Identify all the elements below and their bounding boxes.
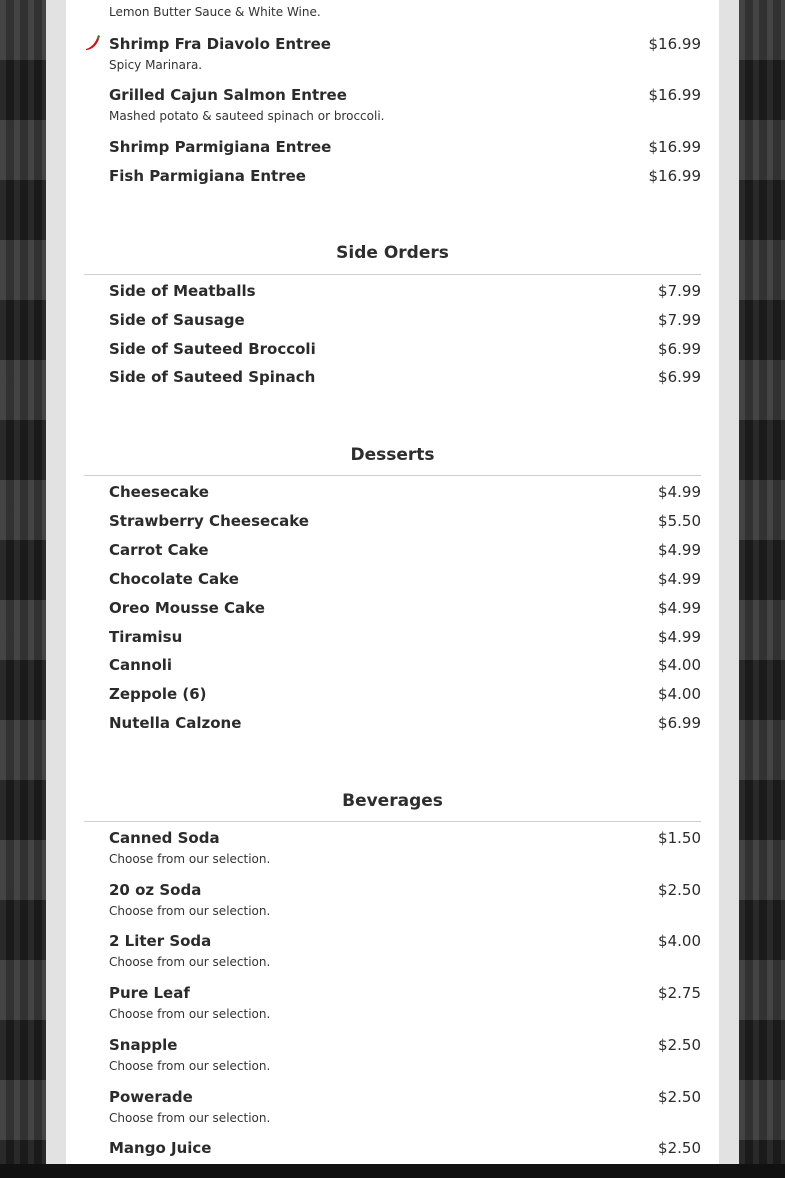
menu-item-price: $4.99 bbox=[658, 541, 701, 559]
section-title: Side Orders bbox=[336, 243, 449, 263]
menu-item[interactable] bbox=[109, 5, 701, 19]
menu-page bbox=[66, 0, 719, 1164]
menu-item-price: $4.00 bbox=[658, 685, 701, 703]
menu-item-name: Chocolate Cake bbox=[109, 570, 239, 588]
menu-item-name: Cheesecake bbox=[109, 483, 209, 501]
menu-item-description: Mashed potato & sauteed spinach or broccoli. bbox=[109, 109, 385, 123]
menu-item-price: $16.99 bbox=[648, 86, 701, 104]
menu-item-name: Grilled Cajun Salmon Entree bbox=[109, 86, 347, 104]
menu-item-name: Strawberry Cheesecake bbox=[109, 512, 309, 530]
menu-item-description: Choose from our selection. bbox=[109, 904, 271, 918]
section-divider bbox=[84, 475, 701, 476]
menu-item-price: $6.99 bbox=[658, 714, 701, 732]
menu-item[interactable] bbox=[109, 628, 701, 646]
section-title: Beverages bbox=[342, 791, 443, 811]
menu-item-name: Shrimp Parmigiana Entree bbox=[109, 138, 332, 156]
menu-item-name: Pure Leaf bbox=[109, 984, 190, 1002]
menu-item-price: $4.99 bbox=[658, 628, 701, 646]
menu-item-name: 2 Liter Soda bbox=[109, 932, 212, 950]
menu-item[interactable] bbox=[109, 570, 701, 588]
menu-item-description: Choose from our selection. bbox=[109, 1111, 271, 1125]
menu-item-price: $2.50 bbox=[658, 1139, 701, 1157]
menu-item-price: $7.99 bbox=[658, 282, 701, 300]
menu-item[interactable] bbox=[109, 984, 701, 1021]
menu-item[interactable] bbox=[109, 829, 701, 866]
menu-item[interactable] bbox=[109, 368, 701, 386]
chili-pepper-icon bbox=[83, 34, 101, 52]
menu-item-price: $4.00 bbox=[658, 656, 701, 674]
menu-item[interactable] bbox=[109, 685, 701, 703]
menu-item[interactable] bbox=[109, 35, 701, 72]
menu-item-price: $2.50 bbox=[658, 881, 701, 899]
menu-item-name: Canned Soda bbox=[109, 829, 220, 847]
menu-item[interactable] bbox=[109, 599, 701, 617]
menu-item-price: $6.99 bbox=[658, 368, 701, 386]
menu-item-price: $5.50 bbox=[658, 512, 701, 530]
menu-item[interactable] bbox=[109, 167, 701, 185]
menu-item-name: Side of Meatballs bbox=[109, 282, 256, 300]
menu-item[interactable] bbox=[109, 541, 701, 559]
menu-item-price: $4.00 bbox=[658, 932, 701, 950]
menu-item-price: $4.99 bbox=[658, 483, 701, 501]
menu-item[interactable] bbox=[109, 1036, 701, 1073]
menu-item[interactable] bbox=[109, 86, 701, 123]
background-right bbox=[739, 0, 785, 1164]
menu-item-price: $16.99 bbox=[648, 138, 701, 156]
section-divider bbox=[84, 821, 701, 822]
menu-item-price: $7.99 bbox=[658, 311, 701, 329]
menu-item[interactable] bbox=[109, 512, 701, 530]
menu-item-description: Lemon Butter Sauce & White Wine. bbox=[109, 5, 321, 19]
menu-item[interactable] bbox=[109, 932, 701, 969]
menu-item-name: Zeppole (6) bbox=[109, 685, 207, 703]
menu-item-description: Spicy Marinara. bbox=[109, 58, 203, 72]
menu-item-name: Tiramisu bbox=[109, 628, 183, 646]
menu-item-name: Carrot Cake bbox=[109, 541, 209, 559]
section-divider bbox=[84, 274, 701, 275]
menu-item-name: Fish Parmigiana Entree bbox=[109, 167, 306, 185]
menu-item[interactable] bbox=[109, 1139, 701, 1157]
menu-item-description: Choose from our selection. bbox=[109, 1007, 271, 1021]
menu-item-name: Mango Juice bbox=[109, 1139, 212, 1157]
menu-item-price: $4.99 bbox=[658, 570, 701, 588]
menu-item-description: Choose from our selection. bbox=[109, 1059, 271, 1073]
menu-item-price: $2.50 bbox=[658, 1036, 701, 1054]
menu-item[interactable] bbox=[109, 282, 701, 300]
menu-item-name: Shrimp Fra Diavolo Entree bbox=[109, 35, 331, 53]
page-gutter-left bbox=[46, 0, 66, 1164]
menu-item-name: Nutella Calzone bbox=[109, 714, 242, 732]
menu-item-name: Side of Sausage bbox=[109, 311, 245, 329]
menu-item-name: Powerade bbox=[109, 1088, 193, 1106]
menu-item-price: $6.99 bbox=[658, 340, 701, 358]
menu-item-price: $1.50 bbox=[658, 829, 701, 847]
section-title: Desserts bbox=[350, 445, 435, 465]
menu-item[interactable] bbox=[109, 483, 701, 501]
bottom-bar bbox=[0, 1164, 785, 1178]
menu-item-price: $16.99 bbox=[648, 167, 701, 185]
menu-item-price: $4.99 bbox=[658, 599, 701, 617]
menu-item-name: Cannoli bbox=[109, 656, 173, 674]
menu-item[interactable] bbox=[109, 340, 701, 358]
menu-item-price: $16.99 bbox=[648, 35, 701, 53]
menu-item[interactable] bbox=[109, 311, 701, 329]
background-left bbox=[0, 0, 46, 1164]
menu-item-name: 20 oz Soda bbox=[109, 881, 202, 899]
menu-item[interactable] bbox=[109, 714, 701, 732]
menu-item-name: Snapple bbox=[109, 1036, 178, 1054]
menu-item[interactable] bbox=[109, 1088, 701, 1125]
page-gutter-right bbox=[719, 0, 739, 1164]
menu-item-price: $2.75 bbox=[658, 984, 701, 1002]
menu-item-description: Choose from our selection. bbox=[109, 852, 271, 866]
menu-item[interactable] bbox=[109, 881, 701, 918]
menu-item-price: $2.50 bbox=[658, 1088, 701, 1106]
menu-item-name: Side of Sauteed Spinach bbox=[109, 368, 316, 386]
menu-item[interactable] bbox=[109, 656, 701, 674]
menu-item-name: Side of Sauteed Broccoli bbox=[109, 340, 316, 358]
menu-item-name: Oreo Mousse Cake bbox=[109, 599, 265, 617]
menu-item[interactable] bbox=[109, 138, 701, 156]
menu-item-description: Choose from our selection. bbox=[109, 955, 271, 969]
